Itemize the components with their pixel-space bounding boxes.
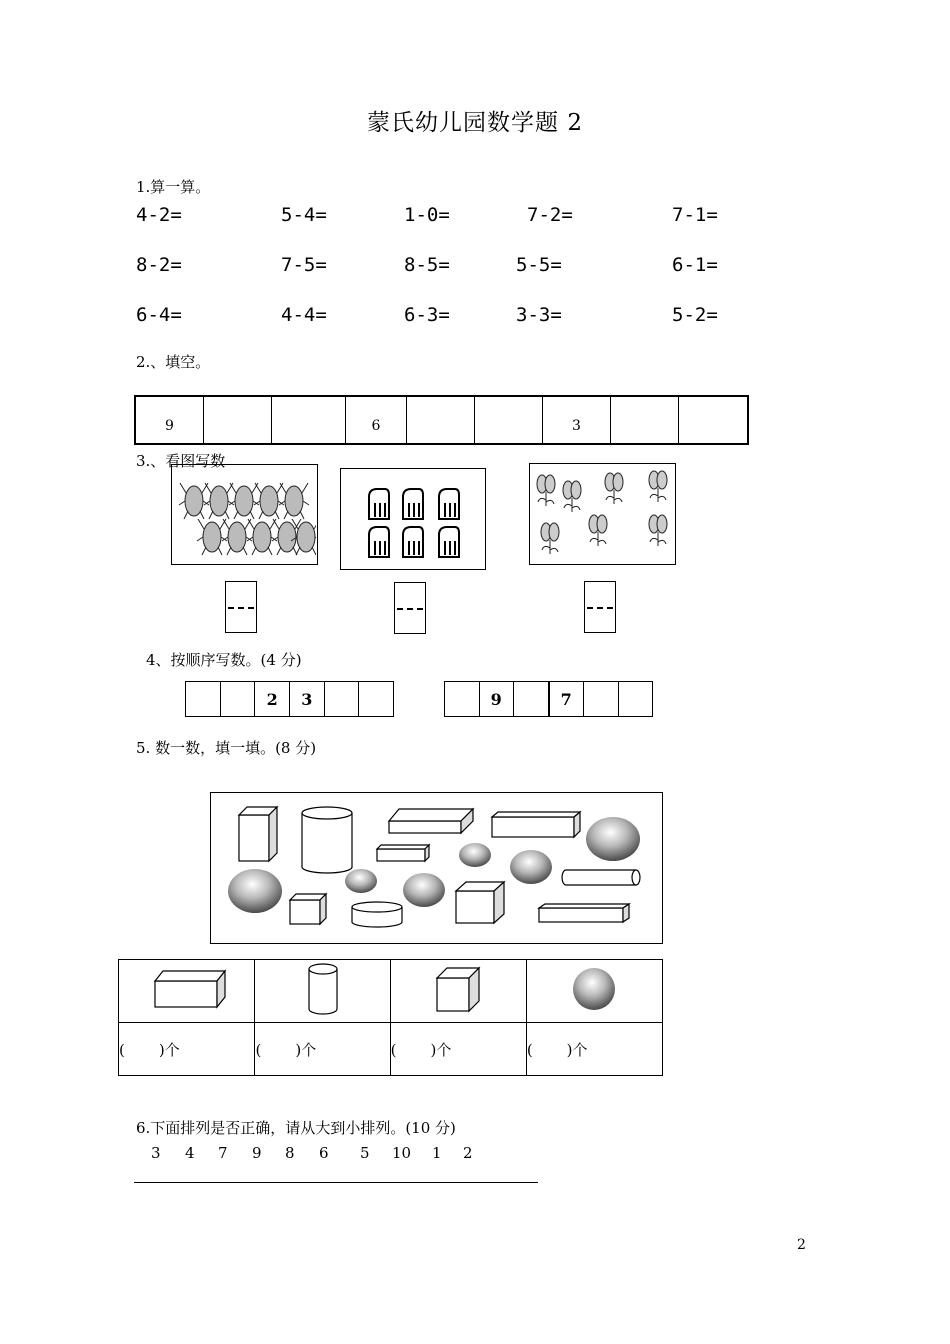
cuboid-icon	[147, 967, 227, 1011]
cylinder-icon	[562, 870, 640, 885]
shrimp-icon	[197, 519, 227, 555]
flower-icon	[589, 515, 607, 546]
seq-number: 10	[392, 1144, 412, 1162]
shape-count-table	[118, 959, 663, 1076]
section2-heading: 2.、填空。	[136, 353, 211, 371]
fill-cell[interactable]: 9	[136, 397, 204, 443]
answer-box[interactable]	[584, 581, 616, 633]
number-sequence	[151, 1143, 483, 1162]
cylinder-icon	[302, 807, 352, 873]
seq-number: 8	[285, 1144, 295, 1162]
mixed-shapes-picture	[210, 792, 663, 944]
calc-problem: 6-3=	[404, 304, 450, 326]
seq-cell[interactable]: 2	[255, 682, 290, 716]
count-cell-cube[interactable]: ( )个	[390, 1023, 526, 1076]
section1-heading: 1.算一算。	[136, 178, 211, 196]
calc-problem: 6-4=	[136, 304, 182, 326]
shrimp-icon	[279, 483, 309, 519]
cuboid-icon	[377, 845, 429, 861]
shoe-icon	[439, 527, 459, 557]
cylinder-icon	[303, 961, 343, 1017]
answer-box[interactable]	[225, 581, 257, 633]
flower-icon	[649, 471, 667, 502]
flower-icon	[537, 475, 555, 506]
shrimp-icon	[229, 483, 259, 519]
shrimp-icon	[247, 519, 277, 555]
count-cell-cuboid[interactable]: ( )个	[119, 1023, 255, 1076]
fill-cell[interactable]	[272, 397, 346, 443]
seq-number: 2	[463, 1144, 473, 1162]
shoe-icon	[369, 527, 389, 557]
calc-problem: 7-2=	[527, 204, 573, 226]
page-number: 2	[797, 1237, 806, 1253]
seq-number: 9	[252, 1144, 262, 1162]
seq-cell[interactable]	[445, 682, 480, 716]
flower-icon	[541, 523, 559, 554]
seq-cell[interactable]: 9	[480, 682, 515, 716]
fill-cell[interactable]: 3	[543, 397, 611, 443]
page-title: 蒙氏幼儿园数学题 2	[367, 110, 583, 136]
sequence-group-1	[185, 681, 394, 717]
seq-number: 7	[218, 1144, 228, 1162]
flower-icon	[649, 515, 667, 546]
seq-cell[interactable]: 7	[550, 682, 585, 716]
seq-cell[interactable]	[619, 682, 653, 716]
calc-problem: 5-4=	[281, 204, 327, 226]
calc-problem: 8-2=	[136, 254, 182, 276]
flower-picture	[529, 463, 676, 565]
shrimp-icon	[179, 483, 209, 519]
sequence-group-2	[444, 681, 653, 717]
answer-line[interactable]	[134, 1182, 538, 1183]
cuboid-icon	[389, 809, 473, 833]
cuboid-icon	[239, 807, 277, 861]
seq-cell[interactable]	[359, 682, 393, 716]
calc-problem: 8-5=	[404, 254, 450, 276]
section3-heading: 3.、看图写数	[136, 452, 226, 470]
flower-icon	[563, 481, 581, 512]
section5-heading: 5. 数一数，填一填。(8 分)	[136, 739, 317, 757]
seq-cell[interactable]: 3	[290, 682, 325, 716]
fill-cell[interactable]	[475, 397, 543, 443]
flower-icon	[605, 473, 623, 504]
calc-problem: 5-5=	[516, 254, 562, 276]
shoe-icon	[403, 489, 423, 519]
shrimp-icon	[204, 483, 234, 519]
seq-number: 5	[360, 1144, 370, 1162]
calc-problem: 4-2=	[136, 204, 182, 226]
seq-cell[interactable]	[186, 682, 221, 716]
calc-problem: 3-3=	[516, 304, 562, 326]
section4-heading: 4、按顺序写数。(4 分)	[146, 651, 302, 669]
cube-icon	[456, 882, 504, 923]
fill-cell[interactable]	[679, 397, 747, 443]
calc-problem: 7-1=	[672, 204, 718, 226]
fill-cell[interactable]	[407, 397, 475, 443]
seq-cell[interactable]	[221, 682, 256, 716]
shrimp-picture	[171, 464, 318, 565]
fill-cell[interactable]: 6	[346, 397, 407, 443]
count-cell-cylinder[interactable]: ( )个	[255, 1023, 390, 1076]
cube-icon	[290, 894, 326, 924]
shoe-icon	[403, 527, 423, 557]
seq-number: 1	[432, 1144, 442, 1162]
answer-box[interactable]	[394, 582, 426, 634]
shrimp-icon	[254, 483, 284, 519]
seq-number: 3	[151, 1144, 161, 1162]
cylinder-icon	[352, 902, 402, 927]
count-cell-sphere[interactable]: ( )个	[526, 1023, 662, 1076]
section6-heading: 6.下面排列是否正确，请从大到小排列。(10 分)	[136, 1119, 456, 1137]
seq-cell[interactable]	[514, 682, 550, 716]
calc-problem: 1-0=	[404, 204, 450, 226]
cuboid-icon	[539, 904, 629, 922]
shrimp-icon	[222, 519, 252, 555]
sphere-icon	[571, 966, 617, 1012]
calc-problem: 4-4=	[281, 304, 327, 326]
shoe-picture	[340, 468, 486, 570]
shoe-icon	[439, 489, 459, 519]
cuboid-icon	[492, 812, 580, 837]
calc-problem: 5-2=	[672, 304, 718, 326]
shoe-icon	[369, 489, 389, 519]
seq-cell[interactable]	[325, 682, 360, 716]
seq-number: 6	[319, 1144, 329, 1162]
calc-problem: 6-1=	[672, 254, 718, 276]
cube-icon	[433, 964, 483, 1014]
fill-cell[interactable]	[204, 397, 272, 443]
seq-number: 4	[185, 1144, 195, 1162]
seq-cell[interactable]	[584, 682, 619, 716]
fill-cell[interactable]	[611, 397, 679, 443]
fill-blank-row	[134, 395, 749, 445]
calc-problem: 7-5=	[281, 254, 327, 276]
